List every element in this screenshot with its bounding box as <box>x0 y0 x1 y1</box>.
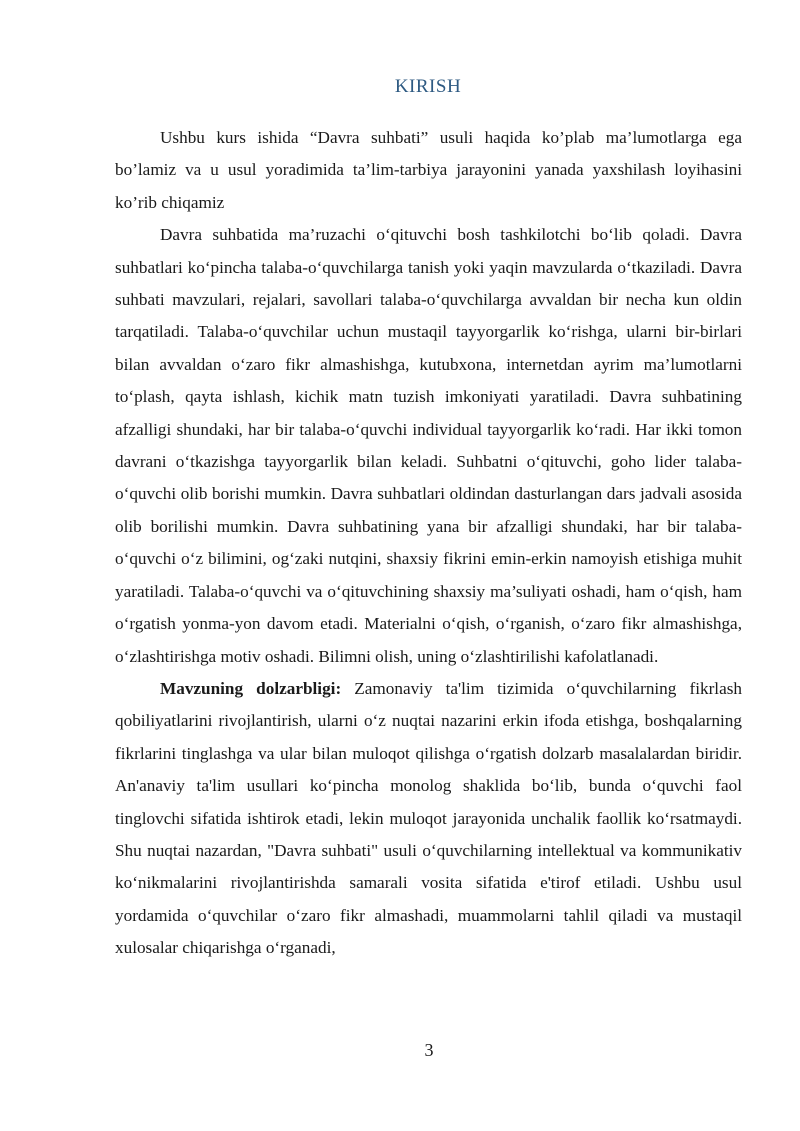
paragraph-relevance <box>115 673 742 965</box>
page-number: 3 <box>424 1040 434 1060</box>
paragraph-intro <box>115 122 742 219</box>
body-text <box>115 122 742 965</box>
paragraph-intro-text: Ushbu kurs ishida “Davra suhbati” usuli haqida ko’plab ma’lumotlarga ega bo’lamiz va u usul yoradimida ta’lim-tarbiya jarayonini yanada yaxshilash loyihasini ko’rib chiqamiz <box>115 128 742 212</box>
paragraph-relevance-lead: Mavzuning dolzarbligi: <box>160 678 342 698</box>
paragraph-davra-suhbati-text: Davra suhbatida ma’ruzachi oʻqituvchi bosh tashkilotchi boʻlib qoladi. Davra suhbatlari koʻpincha talaba-oʻquvchilarga tanish yoki yaqin mavzularda oʻtkaziladi. Davra suhbati mavzulari, rejalari, savollari talaba-oʻquvchilarga avvaldan bir necha kun oldin tarqatiladi. Talaba-oʻquvchilar uchun mustaqil tayyorgarlik koʻrishga, ularni bir-birlari bilan avvaldan oʻzaro fikr almashishga, kutubxona, internetdan ayrim ma’lumotlarni toʻplash, qayta ishlash, kichik matn tuzish imkoniyati yaratiladi. Davra suhbatining afzalligi shundaki, har bir talaba-oʻquvchi individual tayyorgarlik koʻradi. Har ikki tomon davrani oʻtkazishga tayyorgarlik bilan keladi. Suhbatni oʻqituvchi, goho lider talaba-oʻquvchi olib borishi mumkin. Davra suhbatlari oldindan dasturlangan dars jadvali asosida olib borilishi mumkin. Davra suhbatining yana bir afzalligi shundaki, har bir talaba-oʻquvchi oʻz bilimini, ogʻzaki nutqini, shaxsiy fikrini emin-erkin namoyish etishiga muhit yaratiladi. Talaba-oʻquvchi va oʻqituvchining shaxsiy ma’suliyati oshadi, ham oʻqish, ham oʻrgatish yonma-yon davom etadi. Materialni oʻqish, oʻrganish, oʻzaro fikr almashishga, oʻzlashtirishga motiv oshadi. Bilimni olish, uning oʻzlashtirilishi kafolatlanadi. <box>115 225 742 666</box>
paragraph-davra-suhbati <box>115 219 742 673</box>
paragraph-relevance-text: Zamonaviy ta'lim tizimida oʻquvchilarning fikrlash qobiliyatlarini rivojlantirish, ularni oʻz nuqtai nazarini erkin ifoda etishga, boshqalarning fikrlarini tinglashga va ular bilan muloqot qilishga oʻrgatish dolzarb masalalardan biridir. An'anaviy ta'lim usullari koʻpincha monolog shaklida boʻlib, bunda oʻquvchi faol tinglovchi sifatida ishtirok etadi, lekin muloqot jarayonida unchalik faollik koʻrsatmaydi. Shu nuqtai nazardan, "Davra suhbati" usuli oʻquvchilarning intellektual va kommunikativ koʻnikmalarini rivojlantirishda samarali vosita sifatida e'tirof etiladi. Ushbu usul yordamida oʻquvchilar oʻzaro fikr almashadi, muammolarni tahlil qiladi va mustaqil xulosalar chiqarishga oʻrganadi, <box>115 678 742 958</box>
section-heading: KIRISH <box>394 76 462 97</box>
